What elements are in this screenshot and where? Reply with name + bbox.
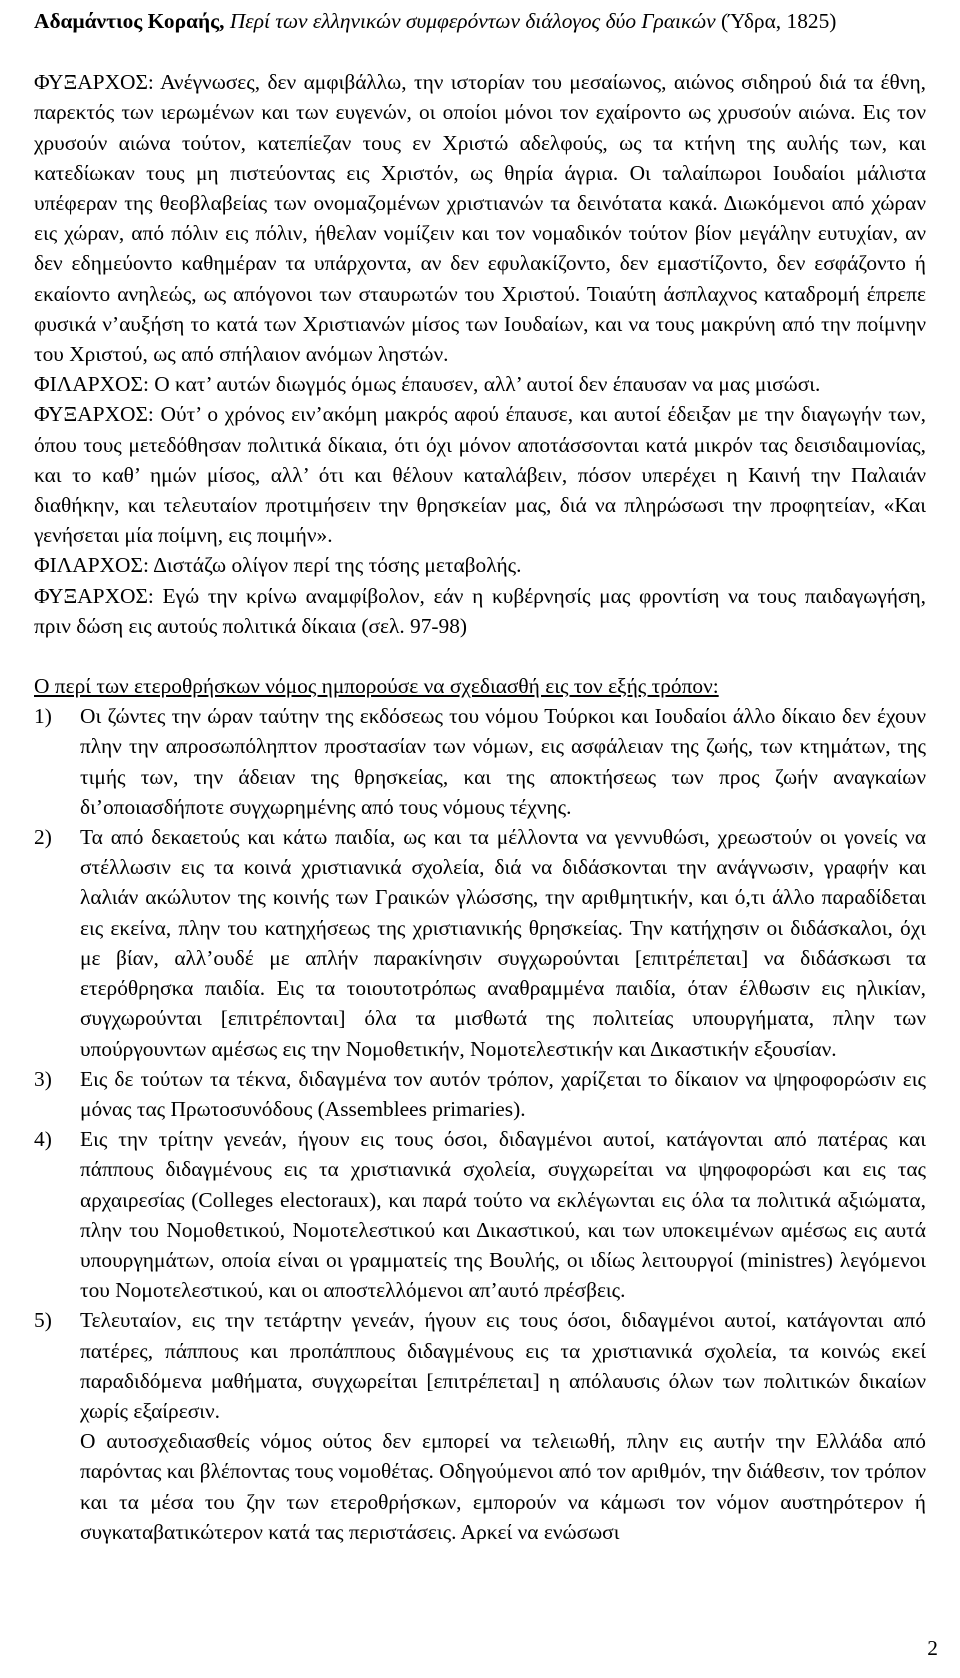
speaker: ΦΥΞΑΡΧΟΣ: [34, 583, 148, 608]
publication-place: (Ύδρα, 1825): [721, 9, 837, 33]
speaker: ΦΥΞΑΡΧΟΣ: [34, 402, 148, 427]
spacer: [34, 641, 926, 671]
item-number: 3): [34, 1066, 52, 1091]
dialogue-line: ΦΥΞΑΡΧΟΣ: Ανέγνωσες, δεν αμφιβάλλω, την ιστορίαν του μεσαίωνος, αιώνος σιδηρού διά τα έθνη, παρεκτός των ιερωμένων και των ευγενών, οι οποίοι μόνοι τον εχαίροντο ως χρυσούν αιώνα. Εις τον χρυσούν αιώνα τούτον, κατεπίεζαν τους εν Χριστώ αδελφούς, ως τα κτήνη της αυλής των, και κατεδίωκαν τους μη πιστεύοντας εις Χριστόν, ως θηρία άγρια. Οι ταλαίπωροι Ιουδαίοι μάλιστα υπέφεραν της θεοβλαβείας των ονομαζομένων χριστιανών τα δεινότατα κακά. Διωκόμενοι από χώραν εις χώραν, από πόλιν εις πόλιν, ήθελαν νομίζειν και τον νομαδικόν τούτον βίον μεγάλην ευτυχίαν, αν δεν εδημεύοντο καθημέραν τα υπάρχοντα, αν δεν εφυλακίζοντο, δεν εμαστίζοντο, δεν εσφάζοντο ή εκαίοντο ανηλεώς, ως απόγονοι των σταυρωτών του Χριστού. Τοιαύτη άσπλαχνος καταδρομή έπρεπε φυσικά ν’αυξήση το κατά των Χριστιανών μίσος των Ιουδαίων, και να τους μακρύνη από την ποίμνην του Χριστού, ως από σπήλαιον ανόμων ληστών.: [34, 70, 926, 367]
item-text: Οι ζώντες την ώραν ταύτην της εκδόσεως του νόμου Τούρκοι και Ιουδαίοι άλλο δίκαιο δεν έχουν πλην την απροσωπόληπτον προστασίαν των νόμων, εις ασφάλειαν της ζωής, των κτημάτων, της τιμής των, την άδειαν της θρησκείας, και της αποκτήσεως των προς ζωήν αναγκαίων δι’οποιασδήποτε συγχωρημένης από τους νόμους τέχνης.: [80, 704, 926, 819]
speaker: ΦΥΞΑΡΧΟΣ: [34, 70, 148, 95]
dialogue: [34, 67, 926, 641]
dialogue-text: Εγώ την κρίνω αναμφίβολον, εάν η κυβέρνησίς μας φροντίση να τους παιδαγωγήση, πριν δώση εις αυτούς πολιτικά δίκαια (σελ. 97-98): [34, 583, 926, 638]
document-page: [34, 6, 926, 1547]
speaker: ΦΙΛΑΡΧΟΣ: [34, 372, 143, 397]
item-text: Εις δε τούτων τα τέκνα, διδαγμένα τον αυτόν τρόπον, χαρίζεται το δίκαιον να ψηφοφορώσιν εις μόνας τας Πρωτοσυνόδους (Assemblees primaries).: [80, 1066, 926, 1121]
author-name: Αδαμάντιος Κοραής,: [34, 9, 225, 33]
work-title: Περί των ελληνικών συμφερόντων διάλογος δύο Γραικών: [229, 9, 716, 33]
list-item: [34, 1124, 926, 1305]
item-number: 5): [34, 1308, 52, 1333]
closing-paragraph: Ο αυτοσχεδιασθείς νόμος ούτος δεν εμπορεί να τελειωθή, πλην εις αυτήν την Ελλάδα από παρόντας και βλέποντας τους νομοθέτας. Οδηγούμενοι από τον αριθμόν, την διάθεσιν, τον τρόπον και τα μέσα του ζην των ετεροθρήσκων, εμπορούν να κάμωσι τον νόμον αυστηρότερον ή συγκαταβατικώτερον κατά τας περιστάσεις. Αρκεί να ενώσωσι: [80, 1429, 926, 1544]
item-text: Τελευταίον, εις την τετάρτην γενεάν, ήγουν εις τους όσοι, διδαγμένοι αυτοί, κατάγονται από πατέρες, πάππους και προπάππους διδαγμένους εις τα χριστιανικά σχολεία, τα κοινώς εκεί παραδιδόμενα μαθήματα, συγχωρείται [επιτρέπεται] η απόλαυσις όλων των πολιτικών δικαίων χωρίς εξαίρεσιν.: [80, 1308, 926, 1423]
dialogue-text: Ούτ’ ο χρόνος ειν’ακόμη μακρός αφού έπαυσε, και αυτοί έδειξαν με την διαγωγήν των, όπου τους μετεδόθησαν πολιτικά δίκαια, ότι όχι μόνον αποτάσσονται κατά μικρόν τας δεισιδαιμονίας, και το καθ’ ημών μίσος, αλλ’ ότι και θέλουν καταλάβειν, πόσον υπερέχει η Καινή την Παλαιάν διαθήκην, και τελευταίον προτιμήσειν την θρησκείαν μας, διά να πληρώσωσι την προφητείαν, «Και γενήσεται μία ποίμνη, εις ποιμήν».: [34, 402, 926, 548]
section-heading: Ο περί των ετεροθρήσκων νόμος ημπορούσε να σχεδιασθή εις τον εξής τρόπον:: [34, 674, 719, 699]
dialogue-line: ΦΥΞΑΡΧΟΣ: Εγώ την κρίνω αναμφίβολον, εάν η κυβέρνησίς μας φροντίση να τους παιδαγωγήση, πριν δώση εις αυτούς πολιτικά δίκαια (σελ. 97-98): [34, 583, 926, 638]
dialogue-line: ΦΥΞΑΡΧΟΣ: Ούτ’ ο χρόνος ειν’ακόμη μακρός αφού έπαυσε, και αυτοί έδειξαν με την διαγωγήν των, όπου τους μετεδόθησαν πολιτικά δίκαια, ότι όχι μόνον αποτάσσονται κατά μικρόν τας δεισιδαιμονίας, και το καθ’ ημών μίσος, αλλ’ ότι και θέλουν καταλάβειν, πόσον υπερέχει η Καινή την Παλαιάν διαθήκην, και τελευταίον προτιμήσειν την θρησκείαν μας, διά να πληρώσωσι την προφητείαν, «Και γενήσεται μία ποίμνη, εις ποιμήν».: [34, 402, 926, 548]
list-item: [34, 1064, 926, 1124]
item-number: 2): [34, 825, 52, 850]
dialogue-line: ΦΙΛΑΡΧΟΣ: Διστάζω ολίγον περί της τόσης μεταβολής.: [34, 553, 522, 578]
list-item: [34, 701, 926, 822]
item-text: Τα από δεκαετούς και κάτω παιδία, ως και τα μέλλοντα να γεννυθώσι, χρεωστούν οι γονείς να στέλλωσιν εις τα κοινά χριστιανικά σχολεία, διά να διδάσκονται την ανάγνωσιν, γραφήν και λαλιάν ακώλυτον της κοινής των Γραικών γλώσσης, την αριθμητικήν, και ό,τι άλλο παραδίδεται εις εκείνα, πλην του κατηχήσεως της χριστιανικής θρησκείας. Την κατήχησιν οι διδάσκαλοι, όχι με βίαν, αλλ’ουδέ με απλήν παρακίνησιν συγχωρούνται [επιτρέπεται] να διδάσκωσι τα ετερόθρησκα παιδία. Εις τα τοιουτοτρόπως αναθραμμένα παιδία, όταν έλθωσιν εις ηλικίαν, συγχωρούνται [επιτρέπονται] όλα τα μισθωτά της πολιτείας υπουργήματα, πλην των υπούργουντων αμέσως εις την Νομοθετικήν, Νομοτελεστικήν και Δικαστικήν εξουσίαν.: [80, 825, 926, 1061]
dialogue-text: Ο κατ’ αυτών διωγμός όμως έπαυσεν, αλλ’ αυτοί δεν έπαυσαν να μας μισώσι.: [154, 372, 821, 397]
dialogue-text: Διστάζω ολίγον περί της τόσης μεταβολής.: [153, 553, 522, 578]
list-item: [34, 822, 926, 1064]
law-items: [34, 701, 926, 1426]
item-number: 4): [34, 1127, 52, 1152]
document-title: [34, 6, 926, 36]
item-text: Εις την τρίτην γενεάν, ήγουν εις τους όσοι, διδαγμένοι αυτοί, κατάγονται από πατέρας και πάππους διδαγμένους εις τα χριστιανικά σχολεία, συγχωρείται να ψηφοφορώσι και εις τας αρχαιρεσίας (Colleges electoraux), και παρά τούτο να εκλέγωνται εις όλα τα πολιτικά αξιώματα, πλην του Νομοθετικού, Νομοτελεστικού και Δικαστικού, και των υποκειμένων αμέσως εις αυτά υπουργημάτων, οποία είναι οι γραμματείς της Βουλής, οι ιδίως λειτουργοί (ministres) λεγόμενοι του Νομοτελεστικού, και οι αποστελλόμενοι απ’αυτό πρέσβεις.: [80, 1127, 926, 1303]
speaker: ΦΙΛΑΡΧΟΣ: [34, 553, 143, 578]
item-number: 1): [34, 704, 52, 729]
list-item: [34, 1305, 926, 1426]
spacer: [34, 36, 926, 67]
dialogue-line: ΦΙΛΑΡΧΟΣ: Ο κατ’ αυτών διωγμός όμως έπαυσεν, αλλ’ αυτοί δεν έπαυσαν να μας μισώσι.: [34, 372, 821, 397]
dialogue-text: Ανέγνωσες, δεν αμφιβάλλω, την ιστορίαν του μεσαίωνος, αιώνος σιδηρού διά τα έθνη, παρεκτός των ιερωμένων και των ευγενών, οι οποίοι μόνοι τον εχαίροντο ως χρυσούν αιώνα. Εις τον χρυσούν αιώνα τούτον, κατεπίεζαν τους εν Χριστώ αδελφούς, ως τα κτήνη της αυλής των, και κατεδίωκαν τους μη πιστεύοντας εις Χριστόν, ως θηρία άγρια. Οι ταλαίπωροι Ιουδαίοι μάλιστα υπέφεραν της θεοβλαβείας των ονομαζομένων χριστιανών τα δεινότατα κακά. Διωκόμενοι από χώραν εις χώραν, από πόλιν εις πόλιν, ήθελαν νομίζειν και τον νομαδικόν τούτον βίον μεγάλην ευτυχίαν, αν δεν εδημεύοντο καθημέραν τα υπάρχοντα, αν δεν εφυλακίζοντο, δεν εμαστίζοντο, δεν εσφάζοντο ή εκαίοντο ανηλεώς, ως απόγονοι των σταυρωτών του Χριστού. Τοιαύτη άσπλαχνος καταδρομή έπρεπε φυσικά ν’αυξήση το κατά των Χριστιανών μίσος των Ιουδαίων, και να τους μακρύνη από την ποίμνην του Χριστού, ως από σπήλαιον ανόμων ληστών.: [34, 70, 926, 367]
page-number: 2: [927, 1636, 938, 1660]
